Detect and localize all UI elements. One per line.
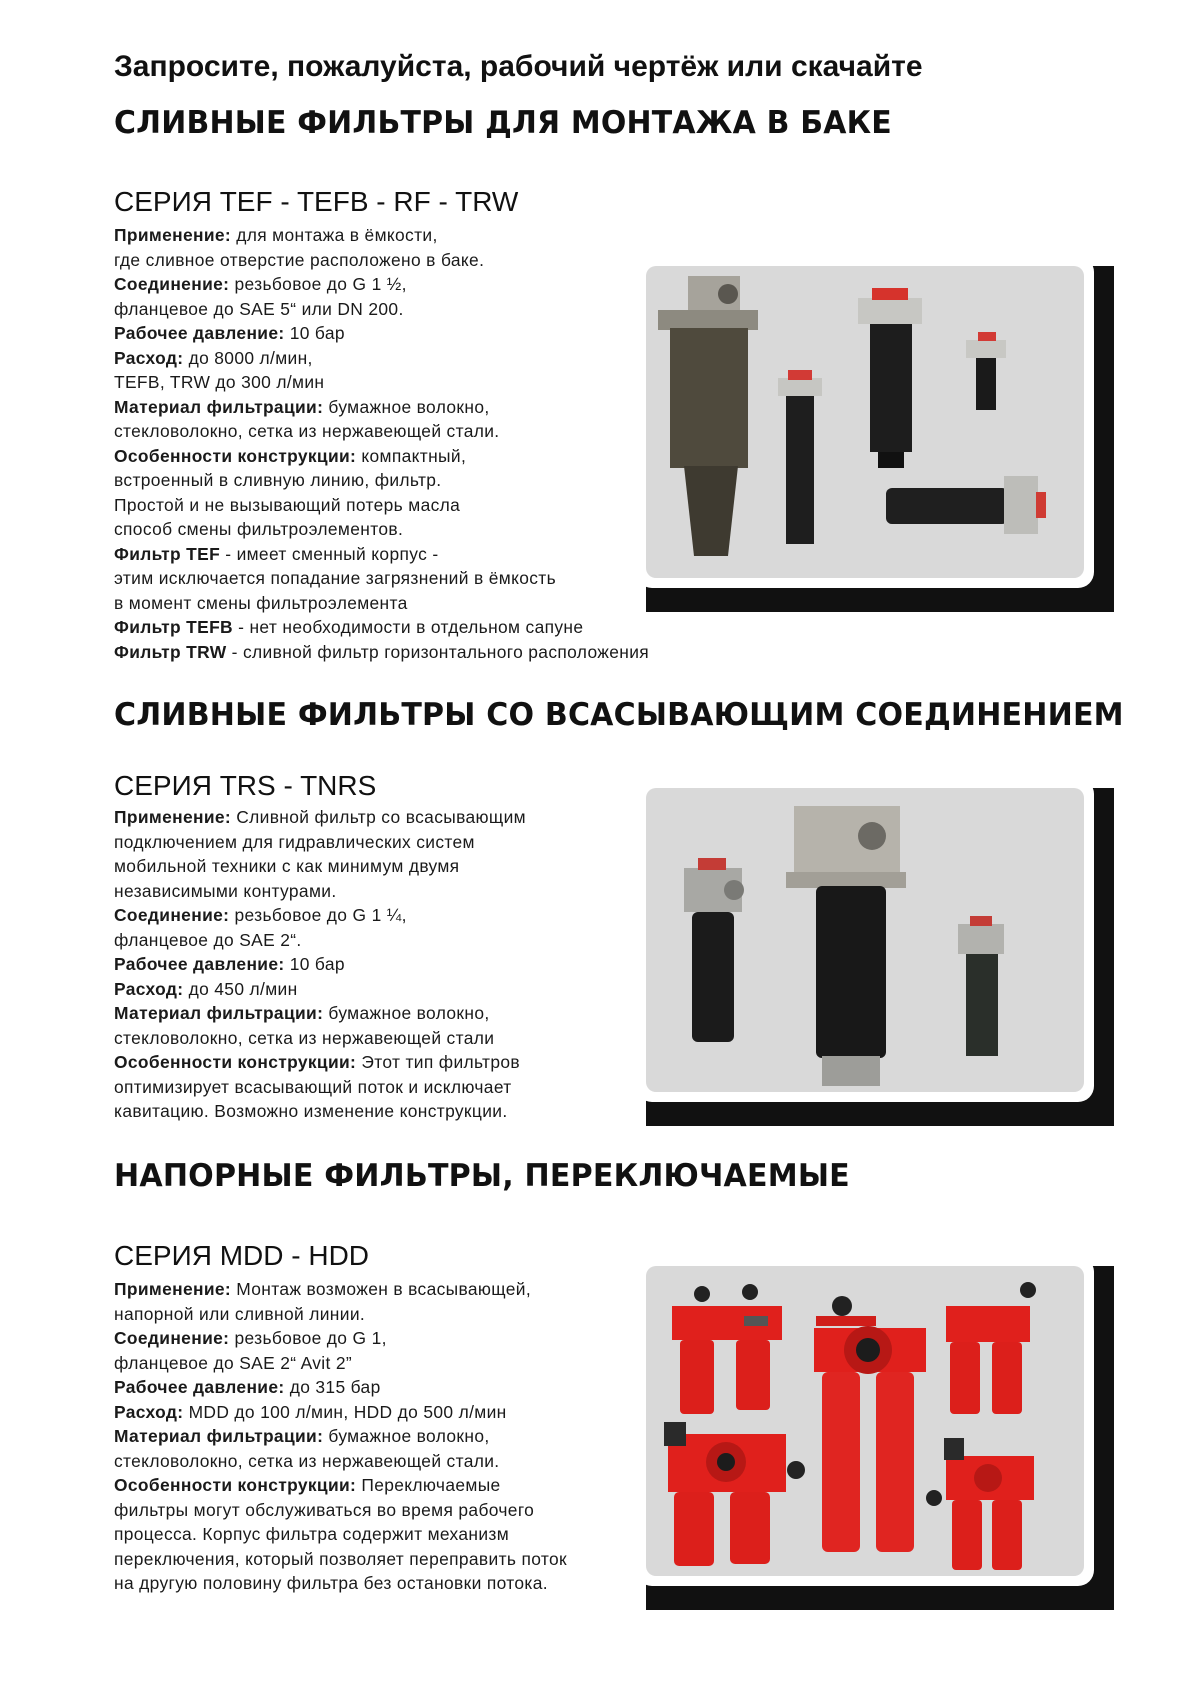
description-line xyxy=(114,1277,567,1302)
description-text: кавитацию. Возможно изменение конструкции. xyxy=(114,1101,508,1121)
description-line xyxy=(114,1302,567,1327)
description-label: Рабочее давление: xyxy=(114,323,285,343)
description-text: бумажное волокно, xyxy=(323,1003,490,1023)
description-text: фильтры могут обслуживаться во время рабочего xyxy=(114,1499,535,1520)
description-text: фланцевое до SAE 2“. xyxy=(114,929,302,950)
description-text: независимыми контурами. xyxy=(114,880,337,901)
description-line xyxy=(114,346,649,371)
description-text: фланцевое до SAE 5“ или DN 200. xyxy=(114,298,404,319)
series-title-trs: СЕРИЯ TRS - TNRS xyxy=(114,770,377,801)
description-line xyxy=(114,493,649,518)
description-line xyxy=(114,542,649,567)
description-line xyxy=(114,903,526,928)
series-description-mdd xyxy=(114,1277,567,1596)
description-text: подключением для гидравлических систем xyxy=(114,831,475,852)
description-line xyxy=(114,1075,526,1100)
description-text: в момент смены фильтроэлемента xyxy=(114,592,408,613)
description-line xyxy=(114,1050,526,1075)
description-text: - нет необходимости в отдельном сапуне xyxy=(232,617,584,637)
description-line xyxy=(114,615,649,640)
description-line xyxy=(114,1351,567,1376)
description-line xyxy=(114,272,649,297)
description-text: MDD до 100 л/мин, HDD до 500 л/мин xyxy=(183,1401,507,1422)
product-photo-tef xyxy=(636,256,1094,588)
series-title-tef: СЕРИЯ TEF - TEFB - RF - TRW xyxy=(114,186,519,217)
description-label: Фильтр TRW xyxy=(114,641,227,662)
description-line xyxy=(114,805,526,830)
description-label: Фильтр TEF xyxy=(114,543,221,564)
description-line xyxy=(114,1498,567,1523)
description-text: до 8000 л/мин, xyxy=(183,347,313,368)
description-label: Расход: xyxy=(114,347,184,368)
suction-return-filters-image xyxy=(646,788,1084,1092)
description-text: стекловолокно, сетка из нержавеющей стали. xyxy=(114,421,500,441)
description-line xyxy=(114,1473,567,1498)
description-text: на другую половину фильтра без остановки потока. xyxy=(114,1573,548,1593)
description-line xyxy=(114,640,649,665)
description-label: Соединение: xyxy=(114,1328,230,1348)
description-line xyxy=(114,830,526,855)
description-text: TEFB, TRW до 300 л/мин xyxy=(114,372,325,392)
description-text: оптимизирует всасывающий поток и исключает xyxy=(114,1076,512,1097)
description-text: резьбовое до G 1 ½, xyxy=(229,274,407,294)
description-text: 10 бар xyxy=(284,323,345,343)
section-heading-tank-return-filters: СЛИВНЫЕ ФИЛЬТРЫ ДЛЯ МОНТАЖА В БАКЕ xyxy=(114,105,892,141)
description-label: Рабочее давление: xyxy=(114,954,285,974)
description-line xyxy=(114,1375,567,1400)
description-label: Применение: xyxy=(114,807,232,827)
description-line xyxy=(114,928,526,953)
description-text: 10 бар xyxy=(284,954,345,974)
description-text: резьбовое до G 1 ¼, xyxy=(229,905,407,925)
description-text: встроенный в сливную линию, фильтр. xyxy=(114,470,442,490)
description-line xyxy=(114,566,649,591)
description-text: процесса. Корпус фильтра содержит механизм xyxy=(114,1524,510,1544)
description-label: Расход: xyxy=(114,978,184,999)
description-text: способ смены фильтроэлементов. xyxy=(114,519,404,539)
description-text: резьбовое до G 1, xyxy=(229,1328,387,1348)
description-text: переключения, который позволяет переправить поток xyxy=(114,1548,567,1569)
description-line xyxy=(114,444,649,469)
description-line xyxy=(114,1424,567,1449)
description-line xyxy=(114,248,649,273)
description-label: Особенности конструкции: xyxy=(114,1475,357,1495)
description-text: Этот тип фильтров xyxy=(356,1052,521,1072)
description-line xyxy=(114,879,526,904)
description-label: Применение: xyxy=(114,225,232,245)
description-text: фланцевое до SAE 2“ Avit 2” xyxy=(114,1352,353,1373)
product-photo-trs xyxy=(636,778,1094,1102)
series-title-mdd: СЕРИЯ MDD - HDD xyxy=(114,1240,370,1271)
description-line xyxy=(114,977,526,1002)
description-text: этим исключается попадание загрязнений в ёмкость xyxy=(114,568,557,588)
description-label: Особенности конструкции: xyxy=(114,445,357,466)
description-line xyxy=(114,1522,567,1547)
description-label: Рабочее давление: xyxy=(114,1377,285,1397)
description-line xyxy=(114,395,649,420)
description-line xyxy=(114,321,649,346)
description-text: мобильной техники с как минимум двумя xyxy=(114,856,460,876)
description-label: Фильтр TEFB xyxy=(114,617,233,637)
description-text: компактный, xyxy=(356,445,467,466)
product-photo-mdd xyxy=(636,1256,1094,1586)
description-text: где сливное отверстие расположено в баке. xyxy=(114,249,485,270)
description-text: бумажное волокно, xyxy=(323,396,490,417)
description-label: Материал фильтрации: xyxy=(114,1003,324,1023)
description-text: бумажное волокно, xyxy=(323,1426,490,1446)
description-text: Простой и не вызывающий потерь масла xyxy=(114,494,461,515)
description-line xyxy=(114,1026,526,1051)
description-line xyxy=(114,1571,567,1596)
description-text: до 450 л/мин xyxy=(183,978,298,999)
description-line xyxy=(114,370,649,395)
description-line xyxy=(114,591,649,616)
description-line xyxy=(114,1099,526,1124)
series-description-tef xyxy=(114,223,649,664)
description-text: для монтажа в ёмкости, xyxy=(231,225,438,245)
series-description-trs xyxy=(114,805,526,1124)
description-label: Материал фильтрации: xyxy=(114,1426,324,1446)
description-text: стекловолокно, сетка из нержавеющей стали xyxy=(114,1027,495,1048)
description-text: Переключаемые xyxy=(356,1475,501,1495)
description-text: Сливной фильтр со всасывающим xyxy=(231,807,526,827)
description-line xyxy=(114,419,649,444)
description-line xyxy=(114,1001,526,1026)
description-label: Особенности конструкции: xyxy=(114,1052,357,1072)
description-label: Соединение: xyxy=(114,274,230,294)
description-line xyxy=(114,297,649,322)
description-label: Применение: xyxy=(114,1279,232,1299)
description-line xyxy=(114,517,649,542)
description-line xyxy=(114,1400,567,1425)
description-text: Монтаж возможен в всасывающей, xyxy=(231,1279,532,1299)
description-text: - сливной фильтр горизонтального расположения xyxy=(226,641,650,662)
description-text: - имеет сменный корпус - xyxy=(220,543,439,564)
description-line xyxy=(114,468,649,493)
description-line xyxy=(114,223,649,248)
description-line xyxy=(114,952,526,977)
description-text: стекловолокно, сетка из нержавеющей стали. xyxy=(114,1450,500,1471)
description-label: Расход: xyxy=(114,1401,184,1422)
tank-return-filters-image xyxy=(646,266,1084,578)
description-text: напорной или сливной линии. xyxy=(114,1303,366,1324)
description-label: Соединение: xyxy=(114,905,230,925)
description-line xyxy=(114,1326,567,1351)
description-line xyxy=(114,1547,567,1572)
description-line xyxy=(114,1449,567,1474)
description-text: до 315 бар xyxy=(284,1377,381,1397)
switchable-pressure-filters-image xyxy=(646,1266,1084,1576)
section-heading-switchable-pressure-filters: НАПОРНЫЕ ФИЛЬТРЫ, ПЕРЕКЛЮЧАЕМЫЕ xyxy=(114,1158,850,1194)
intro-text: Запросите, пожалуйста, рабочий чертёж или скачайте xyxy=(114,50,923,83)
description-line xyxy=(114,854,526,879)
description-label: Материал фильтрации: xyxy=(114,396,324,417)
section-heading-suction-return-filters: СЛИВНЫЕ ФИЛЬТРЫ СО ВСАСЫВАЮЩИМ СОЕДИНЕНИЕМ xyxy=(114,697,1124,733)
